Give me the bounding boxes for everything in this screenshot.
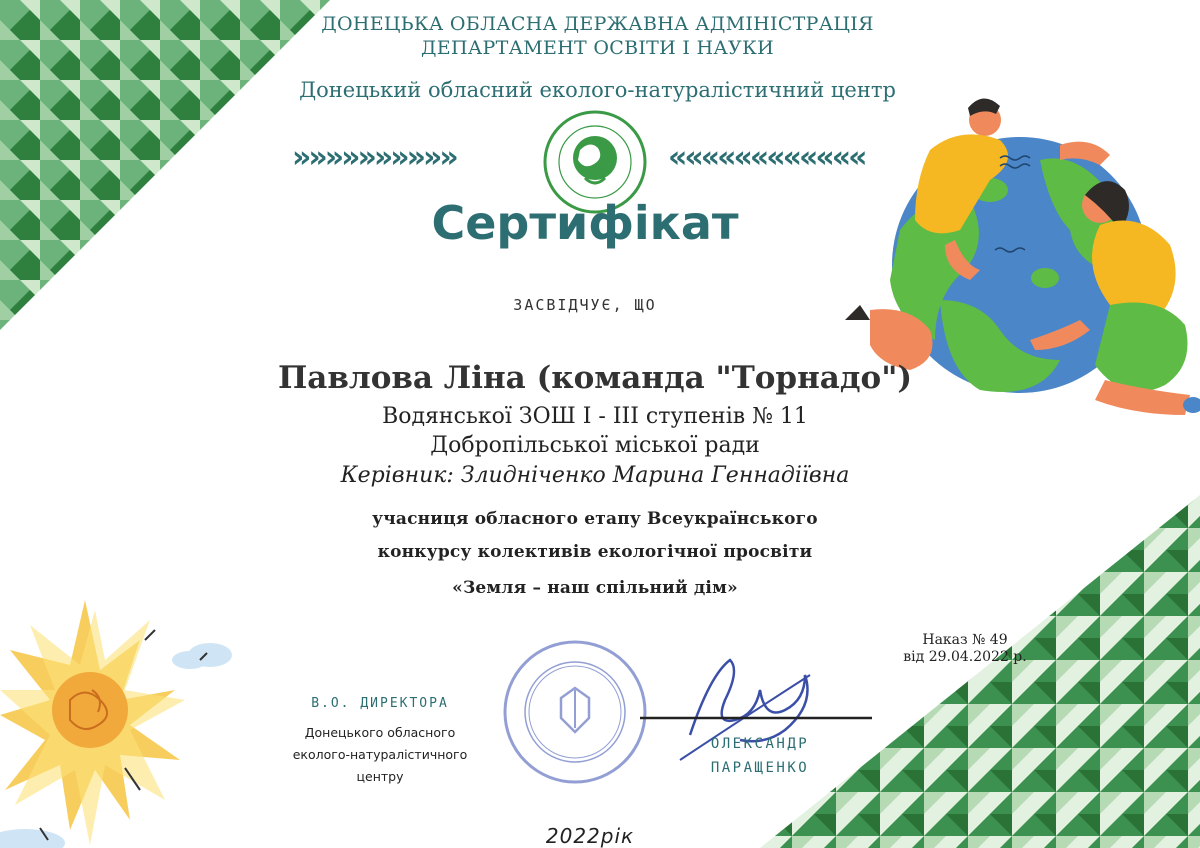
- chevrons-right: ««««««««««««: [668, 140, 865, 175]
- signatory-name: [660, 732, 860, 780]
- header-line1: ДОНЕЦЬКА ОБЛАСНА ДЕРЖАВНА АДМІНІСТРАЦІЯ: [321, 13, 874, 35]
- description-line3: «Земля – наш спільний дім»: [452, 578, 738, 598]
- signatory-first-name: ОЛЕКСАНДР: [710, 736, 810, 752]
- recipient-name: Павлова Ліна (команда "Торнадо"): [277, 360, 913, 396]
- certificate-year: 2022рік: [545, 824, 635, 848]
- description-line2: конкурсу колективів екологічної просвіти: [377, 542, 813, 562]
- signatory-last-name: ПАРАЩЕНКО: [710, 760, 810, 776]
- chevrons-left: »»»»»»»»»»: [292, 140, 456, 175]
- stamp: [505, 642, 645, 782]
- order-date: від 29.04.2022 р.: [903, 649, 1027, 665]
- cloud-bottom-left: [0, 829, 65, 848]
- cloud-top-left: [172, 643, 232, 669]
- header-center-name: Донецький обласний еколого-натуралістичний центр: [299, 78, 896, 102]
- header-administration: [200, 12, 995, 60]
- director-org-line1: Донецького обласного: [304, 725, 456, 740]
- director-organization: [270, 722, 490, 788]
- director-org-line2: еколого-натуралістичного: [292, 747, 468, 762]
- director-title: В.О. ДИРЕКТОРА: [311, 696, 449, 711]
- leader-line: Керівник: Злидніченко Марина Геннадіївна: [340, 463, 850, 488]
- certifies-label: ЗАСВІДЧУЄ, ЩО: [513, 296, 657, 314]
- school-line1: Водянської ЗОШ І - ІІІ ступенів № 11: [382, 404, 808, 429]
- certificate-title: Сертифікат: [431, 196, 739, 250]
- school-line2: Добропільської міської ради: [430, 433, 760, 458]
- sun-illustration: [0, 600, 207, 845]
- order-info: [880, 632, 1050, 666]
- description-line1: учасниця обласного етапу Всеукраїнського: [372, 509, 818, 529]
- director-org-line3: центру: [356, 769, 404, 784]
- order-number: Наказ № 49: [922, 632, 1008, 648]
- header-line2: ДЕПАРТАМЕНТ ОСВІТИ І НАУКИ: [421, 37, 774, 59]
